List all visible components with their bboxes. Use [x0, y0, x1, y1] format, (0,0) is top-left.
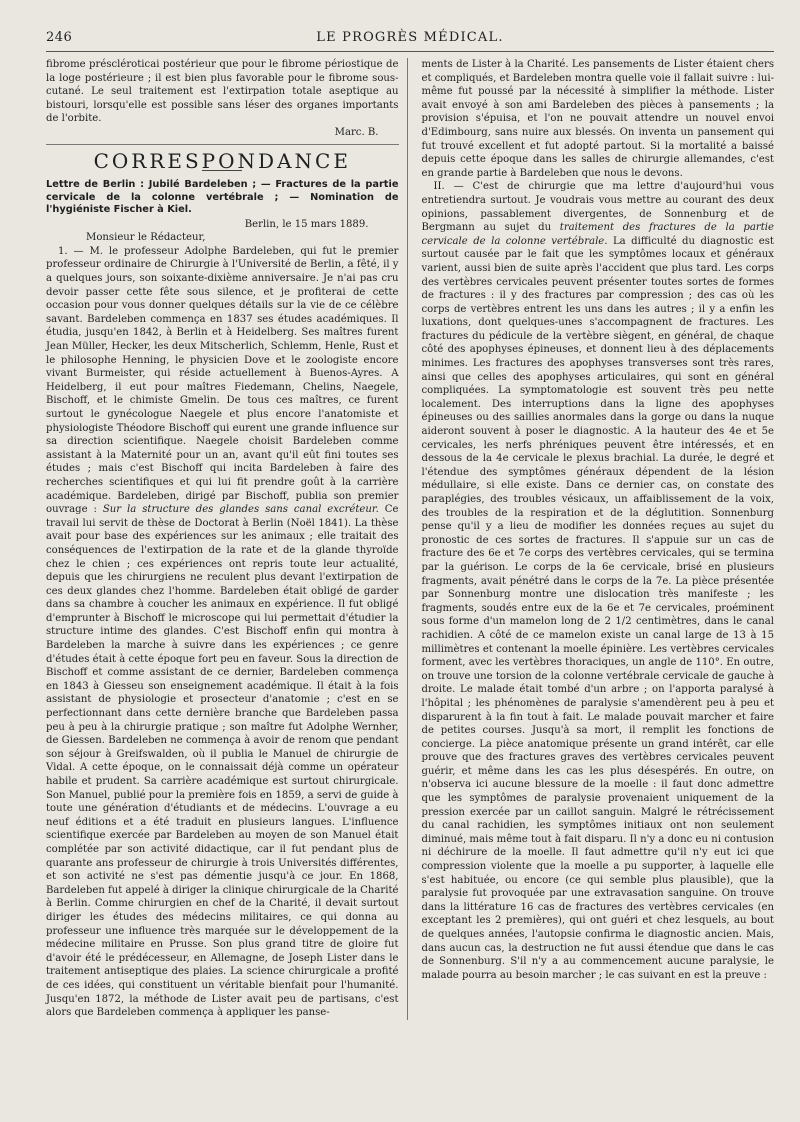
paragraph-text: II. — C'est de chirurgie que ma lettre d'aujourd'hui vous entretiendra surtout. Je voudrais vous mettre au courant des deux opinions, passablement divergentes, de Sonnenburg et de Bergmann au sujet du — [421, 181, 774, 234]
letter-heading: Lettre de Berlin : Jubilé Bardeleben ; — Fractures de la partie cervicale de la colonne vertébrale ; — Nomination de l'hygiéniste Fischer à Kiel. — [46, 179, 399, 216]
section-title: CORRESPONDANCE — [93, 148, 351, 173]
letter-salutation: Monsieur le Rédacteur, — [86, 232, 206, 244]
two-column-body — [46, 58, 774, 1020]
page-number: 246 — [46, 30, 73, 45]
paragraph-text: 1. — M. le professeur Adolphe Bardeleben, qui fut le premier professeur ordinaire de Chirurgie à l'Université de Berlin, a fêté, il y a quelques jours, son soixante-dixième anniversaire. Je n'ai pas cru devoir passer cette fête sous silence, et je profiterai de cette occasion pour vous donner quelques détails sur la vie de ce célèbre savant. Bardeleben commença en 1837 ses études académiques. Il étudia, jusqu'en 1842, à Berlin et à Heidelberg. Ses maîtres furent Jean Müller, Hecker, les deux Mitscherlich, Schlemm, Henle, Rust et le philosophe Henning, le physicien Dove et le zoologiste encore vivant Burmeister, qui réside actuellement à Buenos-Ayres. A Heidelberg, il eut pour maîtres Fiedemann, Chelins, Naegele, Bischoff, et le chimiste Gmelin. De tous ces maîtres, ce furent surtout le gynécologue Naegele et plus encore l'anatomiste et physiologiste Théodore Bischoff qui eurent une grande influence sur sa direction scientifique. Naegele choisit Bardeleben comme assistant à la Maternité pour un an, avant qu'il eût fini toutes ses études ; mais c'est Bischoff qui incita Bardeleben à faire des recherches scientifiques et qui lui fit prendre goût à la carrière académique. Bardeleben, dirigé par Bischoff, publia son premier ouvrage : — [46, 245, 399, 516]
paragraph-fractures — [422, 180, 775, 982]
journal-title: LE PROGRÈS MÉDICAL. — [316, 30, 504, 45]
section-divider — [46, 144, 399, 145]
paragraph-lister-continued: ments de Lister à la Charité. Les pansements de Lister étaient chers et compliqués, et Bardeleben montra quelle voie il fallait suivre : lui-même fut poussé par la nécessité à simplifier la méthode. Lister avait envoyé à son ami Bardeleben des pièces à pansements ; la provision s'épuisa, et l'on ne pouvait attendre un nouvel envoi d'Edimbourg, sans nuire aux blessés. On inventa un pansement qui fut trouvé excellent et fut adopté partout. Si la mortalité a baissé depuis cette époque dans les salles de chirurgie allemandes, c'est en grande partie à Bardeleben que nous le devons. — [421, 59, 774, 179]
page-header — [46, 30, 774, 52]
letter-dateline: Berlin, le 15 mars 1889. — [244, 218, 369, 230]
italic-topic: traitement des fractures de la partie cervicale de la colonne vertébrale. — [421, 222, 774, 247]
italic-title: Sur la structure des glandes sans canal excréteur. — [102, 504, 379, 516]
paragraph-text: La difficulté du diagnostic est surtout causée par le fait que les symptômes locaux et généraux varient, aussi bien de suite après l'accident que plus tard. Les corps des vertèbres cervicales peuvent présenter toutes sortes de formes de fractures : il y des fractures par compression ; des cas où les corps de vertèbres entrent les uns dans les autres ; il y a enfin les luxations, dont quelques-unes s'accompagnent de fractures. Les fractures du pédicule de la vertèbre siègent, en général, de chaque côté des apophyses épineuses, et donnent lieu à des déplacements minimes. Les fractures des apophyses transverses sont très rares, ainsi que celles des apophyses articulaires, qui sont en général compliquées. La symptomatologie est souvent très peu nette localement. Des interruptions dans la ligne des apophyses épineuses ou des saillies anormales dans la gorge ou dans la nuque aideront souvent à poser le diagnostic. A la hauteur des 4e et 5e cervicales, les nerfs phréniques peuvent être intéressés, et en dessous de la 4e cervicale le plexus brachial. La durée, le degré et l'étendue des symptômes généraux dépendent de la lésion médullaire, si elle existe. Dans ce dernier cas, on constate des paraplégies, des troubles vésicaux, un affaiblissement de la voix, des troubles de la respiration et de la déglutition. Sonnenburg pense qu'il y a lieu de modifier les données reçues au sujet du pronostic de ces sortes de fractures. Il s'appuie sur un cas de fracture des 6e et 7e corps des vertèbres cervicales, qui se termina par la guérison. Le corps de la 6e cervicale, brisé en plusieurs fragments, avait pénétré dans le corps de la 7e. La pièce présentée par Sonnenburg montre une dislocation très manifeste ; les fragments, soudés entre eux de la 6e et 7e cervicales, proéminent sous forme d'un mamelon long de 2 1/2 centimètres, dans le canal rachidien. A côté de ce mamelon existe un canal large de 13 à 15 millimètres et contenant la moelle épinière. Les vertèbres cervicales forment, avec les vertèbres thoraciques, un angle de 110°. En outre, on trouve une torsion de la colonne vertébrale cervicale de gauche à droite. Le malade était tombé d'un arbre ; on l'apporta paralysé à l'hôpital ; les phénomènes de paralysie s'amendèrent peu à peu et disparurent à la fin tout à fait. Le malade pouvait marcher et faire de petites courses. Jusqu'à sa mort, il remplit les fonctions de concierge. La pièce anatomique présente un grand intérêt, car elle prouve que des fractures graves des vertèbres cervicales peuvent guérir, et même dans les cas les plus désespérés. En outre, on n'observa ici aucune blessure de la moelle : il faut donc admettre que les symptômes de paralysie provenaient uniquement de la pression exercée par un caillot sanguin. Malgré le rétrécissement du canal rachidien, les symptômes initiaux ont non seulement diminué, mais même tout à fait disparu. Il n'y a donc eu ni contusion ni déchirure de la moelle. Il faut admettre qu'il n'y eut ici que compression violente que la moelle a pu supporter, à laquelle elle s'est habituée, ou encore (ce qui semble plus plausible), que la paralysie fut provoquée par une extravasation sanguine. On trouve dans la littérature 16 cas de fractures des vertèbres cervicales (en exceptant les 2 premières), qui ont guéri et chez lesquels, au bout de quelques années, l'autopsie confirma le diagnostic ancien. Mais, dans aucun cas, la destruction ne fut aussi étendue que dans le cas de Sonnenburg. S'il n'y a au commencement aucune paralysie, le malade pourra au besoin marcher ; le cas suivant en est la preuve : — [421, 235, 774, 981]
paragraph-text: Ce travail lui servit de thèse de Doctorat à Berlin (Noël 1841). La thèse avait pour base des expériences sur les animaux ; elle traitait des conséquences de l'extirpation de la rate et de la glande thyroïde chez le chien ; ces expériences ont repris toute leur actualité, depuis que les chirurgiens ne reculent plus devant l'extirpation de ces deux glandes chez l'homme. Bardeleben était obligé de garder dans sa chambre à coucher les animaux en expérience. Il fut obligé d'emprunter à Bischoff le microscope qui lui permettait d'étudier la structure intime des glandes. C'est Bischoff enfin qui montra à Bardeleben la marche à suivre dans les expériences ; ce genre d'études était à cette époque fort peu en faveur. Sous la direction de Bischoff et comme assistant de ce dernier, Bardeleben commença en 1843 à Giesseu son enseignement académique. Il était à la fois assistant de physiologie et prosecteur d'anatomie ; c'est en se perfectionnant dans cette dernière branche que Bardeleben passa peu à peu à la chirurgie pratique ; son maître fut Adolphe Wernher, de Giessen. Bardeleben ne commença à avoir de renom que pendant son séjour à Greifswalden, où il publia le Manuel de chirurgie de Vidal. A cette époque, on le connaissait déjà comme un opérateur habile et prudent. Sa carrière académique est surtout chirurgicale. Son Manuel, publié pour la première fois en 1859, a servi de guide à toute une génération d'étudiants et de médecins. L'ouvrage a eu neuf éditions et a été traduit en plusieurs langues. L'influence scientifique exercée par Bardeleben au moyen de son Manuel était complétée par son activité didactique, car il fut pendant plus de quarante ans professeur de chirurgie à trois Universités différentes, et son activité ne s'est pas démentie jusqu'à ce jour. En 1868, Bardeleben fut appelé à diriger la clinique chirurgicale de la Charité à Berlin. Comme chirurgien en chef de la Charité, il devait surtout diriger les études des médecins militaires, ce qui donna au professeur une influence très marquée sur le développement de la médecine militaire en Prusse. Son plus grand titre de gloire fut d'avoir été le prédécesseur, en Allemagne, de Joseph Lister dans le traitement antiseptique des plaies. La science chirurgicale a profité de ces idées, qui constituent un véritable bienfait pour l'humanité. Jusqu'en 1872, la méthode de Lister avait peu de partisans, c'est alors que Bardeleben commença à appliquer les panse- — [46, 504, 399, 1019]
paragraph-bardeleben — [46, 245, 399, 1020]
prior-article-signature: Marc. B. — [334, 126, 379, 138]
right-column — [422, 58, 775, 1020]
prior-article-text: fibrome préscléroticai postérieur que pour le fibrome périostique de la loge postérieure ; il est bien plus favorable pour le fibrome sous-cutané. Le seul traitement est l'extirpation totale aseptique au bistouri, lorsqu'elle est possible sans léser des organes importants de l'orbite. — [46, 59, 399, 125]
left-column — [46, 58, 408, 1020]
